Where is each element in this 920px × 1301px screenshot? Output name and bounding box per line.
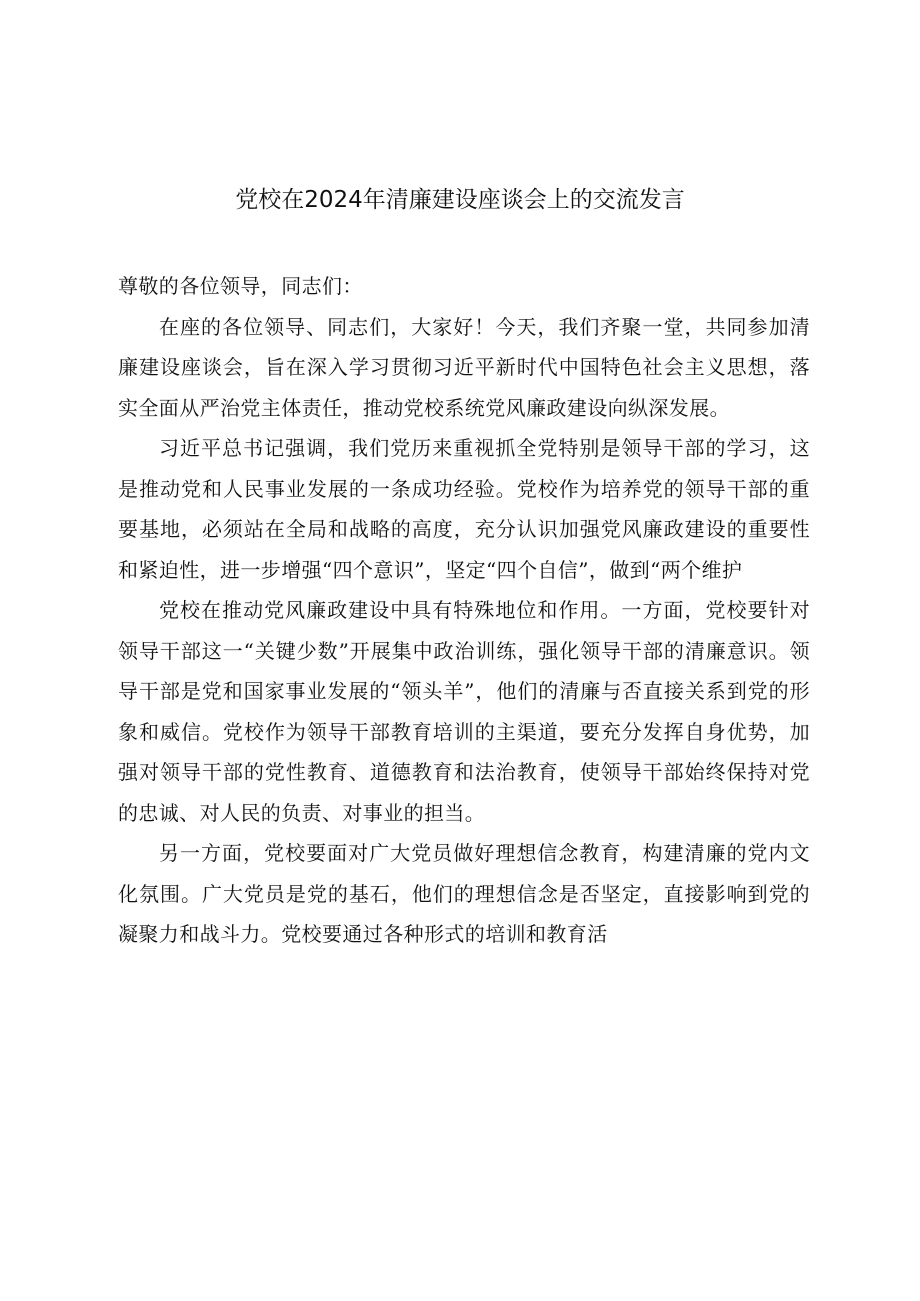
paragraph-opening: 在座的各位领导、同志们，大家好！今天，我们齐聚一堂，共同参加清廉建设座谈会，旨在深入学习贯彻习近平新时代中国特色社会主义思想，落实全面从严治党主体责任，推动党校系统党风廉政建设向纵深发展。 [118,314,810,420]
paragraph-leaders: 党校在推动党风廉政建设中具有特殊地位和作用。一方面，党校要针对领导干部这一“关键少数”开展集中政治训练，强化领导干部的清廉意识。领导干部是党和国家事业发展的“领头羊”，他们的清廉与否直接关系到党的形象和威信。党校作为领导干部教育培训的主渠道，要充分发挥自身优势，加强对领导干部的党性教育、道德教育和法治教育，使领导干部始终保持对党的忠诚、对人民的负责、对事业的担当。 [118,598,810,825]
document-title: 党校在2024年清廉建设座谈会上的交流发言 [235,187,685,213]
paragraph-members: 另一方面，党校要面对广大党员做好理想信念教育，构建清廉的党内文化氛围。广大党员是党的基石，他们的理想信念是否坚定，直接影响到党的凝聚力和战斗力。党校要通过各种形式的培训和教育活 [118,841,810,946]
paragraph-study: 习近平总书记强调，我们党历来重视抓全党特别是领导干部的学习，这是推动党和人民事业发展的一条成功经验。党校作为培养党的领导干部的重要基地，必须站在全局和战略的高度，充分认识加强党风廉政建设的重要性和紧迫性，进一步增强“四个意识”，坚定“四个自信”，做到“两个维护 [118,436,810,582]
salutation: 尊敬的各位领导，同志们： [118,274,363,298]
document-body [118,266,810,955]
